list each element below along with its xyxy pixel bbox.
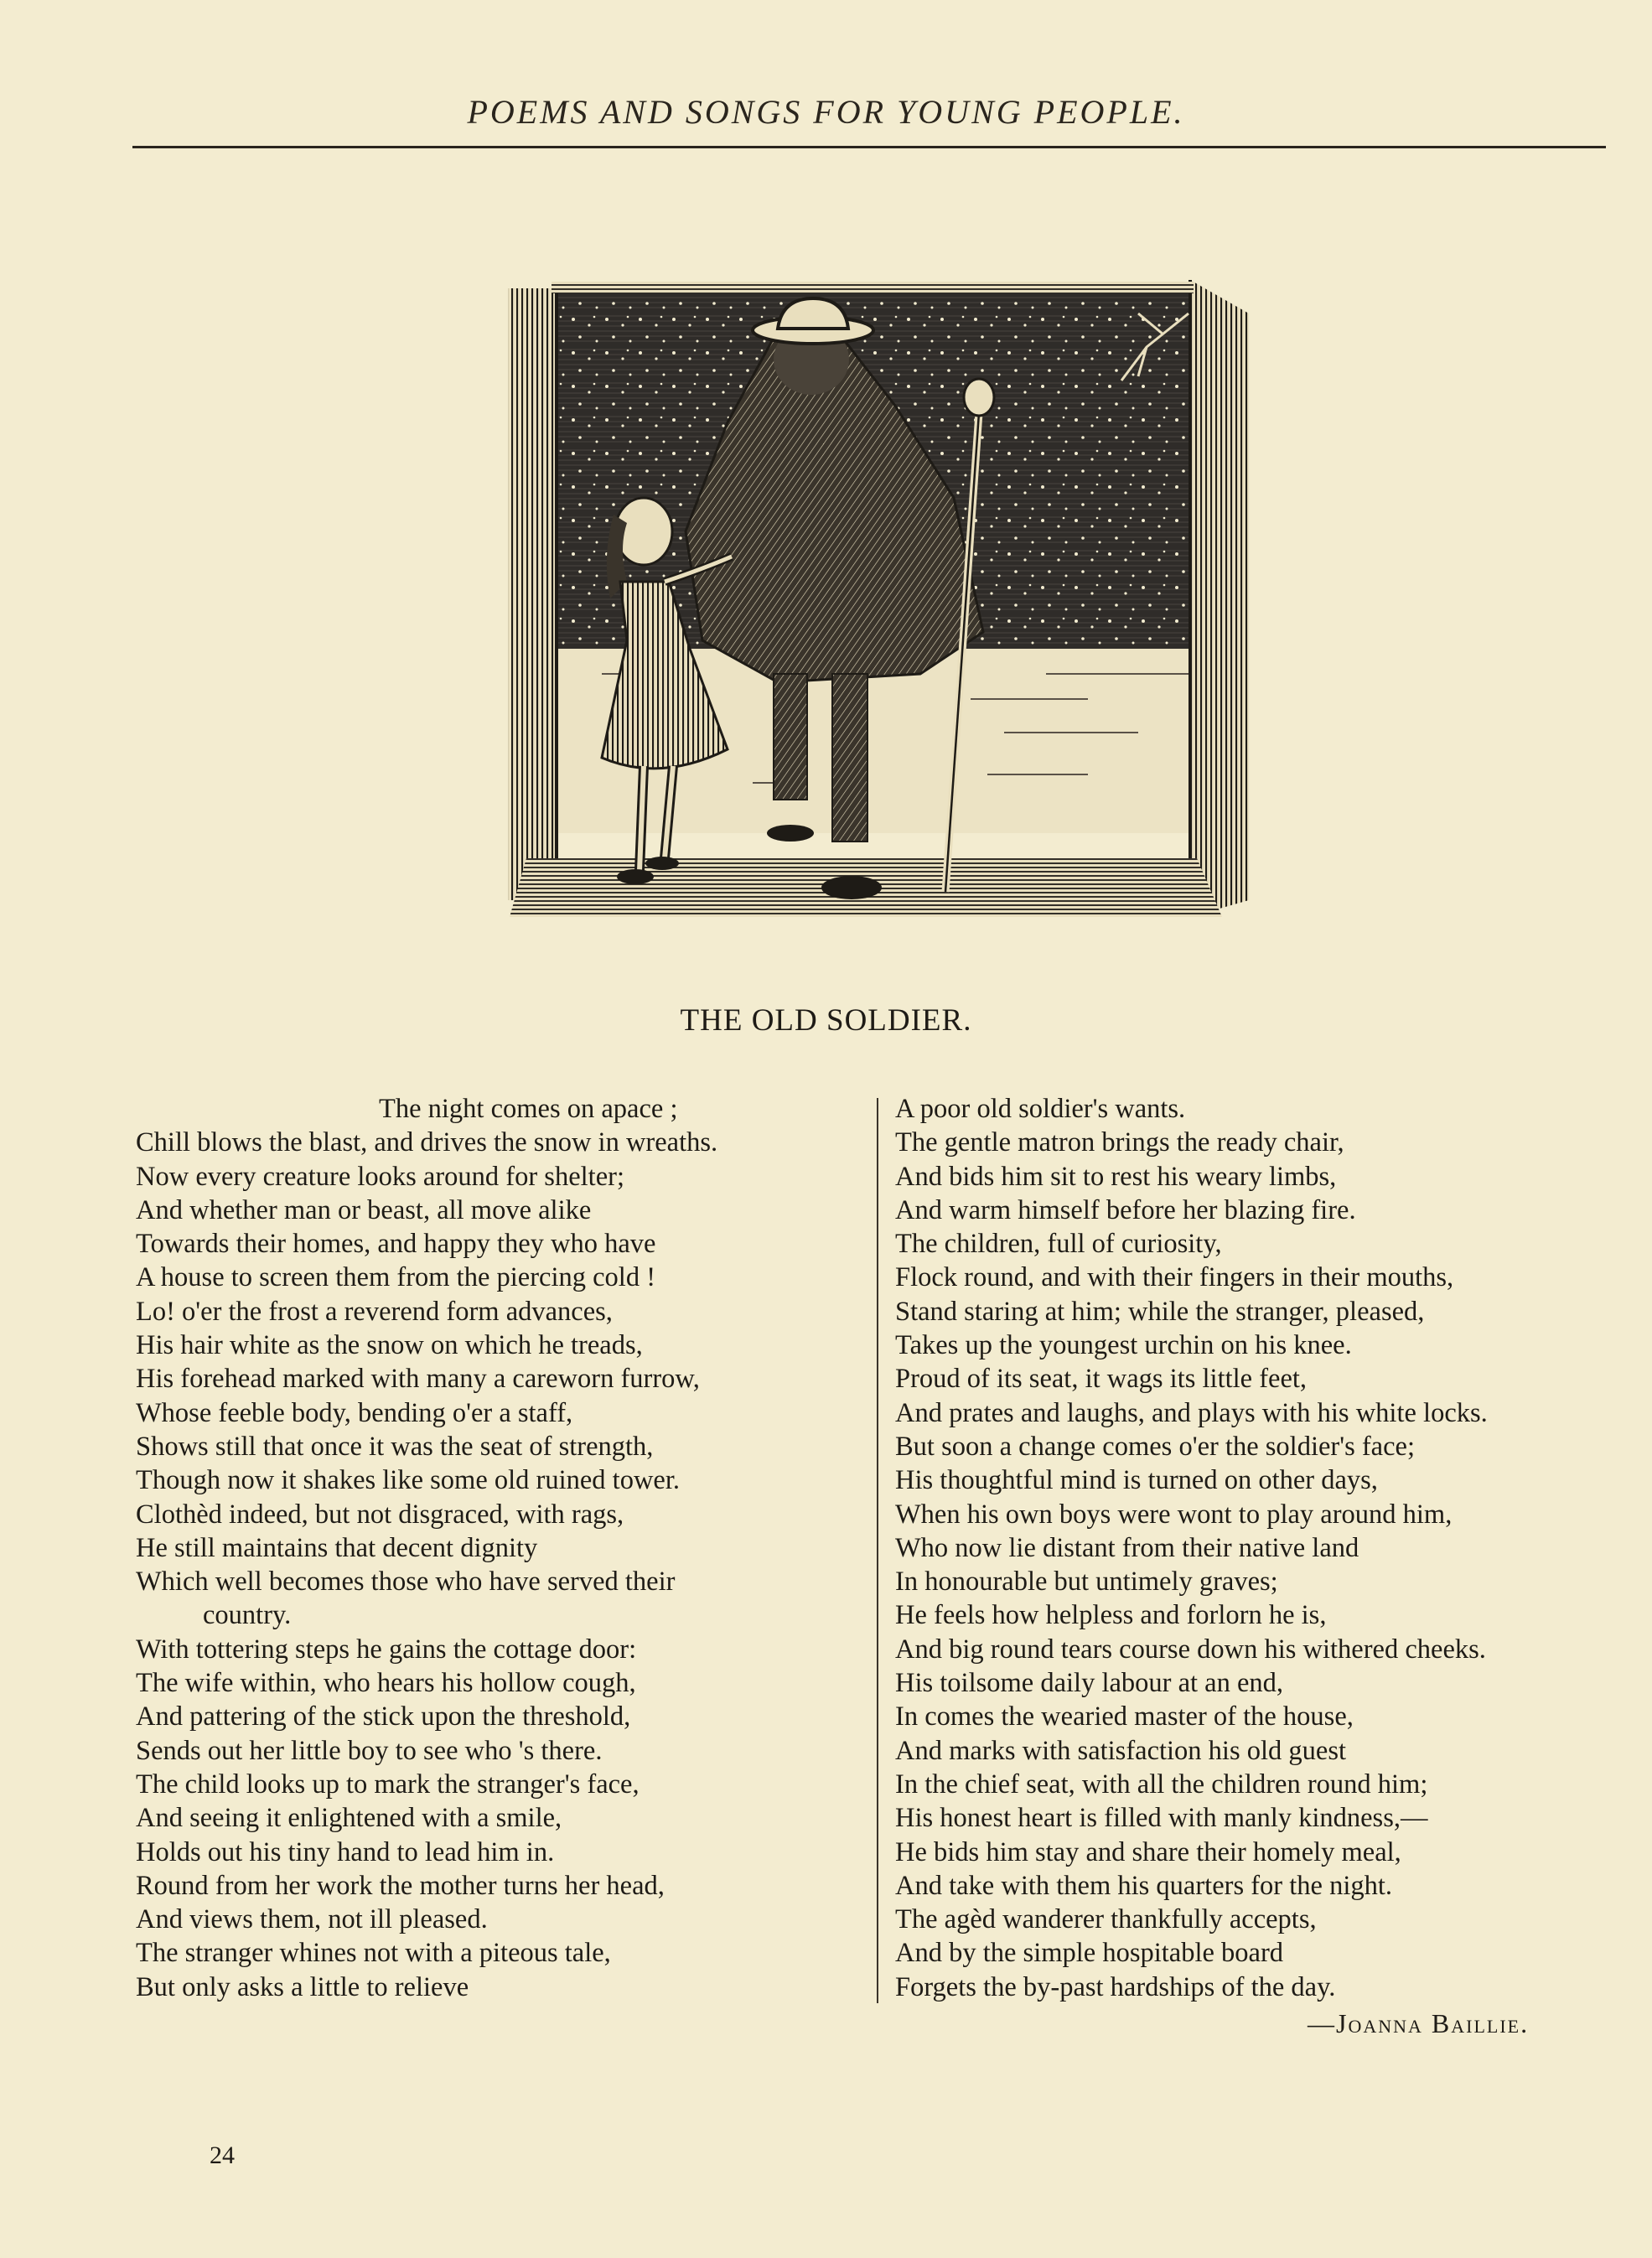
poem-line: Now every creature looks around for shelter; — [136, 1161, 624, 1192]
poem-line-turnover: country. — [203, 1600, 292, 1631]
poem-line: The agèd wanderer thankfully accepts, — [895, 1904, 1317, 1935]
column-divider — [877, 1098, 878, 2003]
poem-line: Whose feeble body, bending o'er a staff, — [136, 1397, 573, 1428]
poem-line: Forgets the by-past hardships of the day. — [895, 1971, 1336, 2002]
poem-line: The night comes on apace ; — [379, 1094, 678, 1124]
poem-line: And take with them his quarters for the night. — [895, 1870, 1392, 1901]
poem-line: In the chief seat, with all the children round him; — [895, 1769, 1428, 1800]
poem-line: And by the simple hospitable board — [895, 1938, 1284, 1969]
poem-line: And big round tears course down his withered cheeks. — [895, 1634, 1486, 1665]
header-rule — [132, 146, 1606, 148]
poem-line: And marks with satisfaction his old guest — [895, 1735, 1346, 1766]
poem-line: Flock round, and with their fingers in their mouths, — [895, 1262, 1454, 1293]
poem-line: Though now it shakes like some old ruined tower. — [136, 1465, 681, 1496]
poem-line: Takes up the youngest urchin on his knee. — [895, 1330, 1352, 1361]
poem-line: In honourable but untimely graves; — [895, 1567, 1278, 1598]
poem-line: The children, full of curiosity, — [895, 1229, 1222, 1260]
poem-line: His honest heart is filled with manly kindness,— — [895, 1803, 1428, 1834]
poem-line: And views them, not ill pleased. — [136, 1904, 488, 1935]
poem-line: His toilsome daily labour at an end, — [895, 1668, 1284, 1699]
poem-line: When his own boys were wont to play around him, — [895, 1499, 1453, 1530]
poem-line: The stranger whines not with a piteous tale, — [136, 1938, 611, 1969]
poem-title: THE OLD SOLDIER. — [680, 1003, 972, 1038]
poem-line: His thoughtful mind is turned on other days, — [895, 1465, 1378, 1496]
poem-line: But only asks a little to relieve — [136, 1971, 469, 2002]
poem-line: And warm himself before her blazing fire. — [895, 1194, 1356, 1225]
poem-line: He bids him stay and share their homely meal, — [895, 1836, 1401, 1867]
poem-line: A poor old soldier's wants. — [895, 1094, 1186, 1124]
poem-line: And seeing it enlightened with a smile, — [136, 1803, 562, 1834]
poem-line: His forehead marked with many a careworn furrow, — [136, 1364, 700, 1395]
poem-line: Chill blows the blast, and drives the snow in wreaths. — [136, 1127, 718, 1158]
poem-line: He still maintains that decent dignity — [136, 1532, 538, 1563]
poem-line: In comes the wearied master of the house, — [895, 1701, 1354, 1732]
poem-line: And pattering of the stick upon the threshold, — [136, 1701, 631, 1732]
poem-line: Lo! o'er the frost a reverend form advances, — [136, 1296, 613, 1327]
poem-line: And bids him sit to rest his weary limbs, — [895, 1161, 1337, 1192]
poem-line: Which well becomes those who have served their — [136, 1567, 676, 1598]
poem-line: Clothèd indeed, but not disgraced, with rags, — [136, 1499, 624, 1530]
poem-column-left — [136, 1092, 857, 2004]
poem-line: He feels how helpless and forlorn he is, — [895, 1600, 1327, 1631]
engraving-old-soldier-child-doorway-icon — [501, 280, 1249, 917]
poem-line: The child looks up to mark the stranger's face, — [136, 1769, 640, 1800]
poem-line: The gentle matron brings the ready chair, — [895, 1127, 1344, 1158]
poem-line: Stand staring at him; while the stranger, pleased, — [895, 1296, 1425, 1327]
poem-line: Shows still that once it was the seat of strength, — [136, 1431, 654, 1462]
poem-line: Towards their homes, and happy they who have — [136, 1229, 656, 1260]
page-number: 24 — [210, 2141, 235, 2169]
poem-line: Proud of its seat, it wags its little feet, — [895, 1364, 1308, 1395]
poem-line: His hair white as the snow on which he treads, — [136, 1330, 643, 1361]
poem-line: And whether man or beast, all move alike — [136, 1194, 592, 1225]
poem-line: Round from her work the mother turns her head, — [136, 1870, 665, 1901]
poem-column-right — [895, 1092, 1616, 2004]
poem-line: But soon a change comes o'er the soldier's face; — [895, 1431, 1415, 1462]
poem-attribution: —Joanna Baillie. — [1308, 2008, 1530, 2038]
poem-line: Who now lie distant from their native land — [895, 1532, 1359, 1563]
poem-line: A house to screen them from the piercing cold ! — [136, 1262, 656, 1293]
poem-line: Sends out her little boy to see who 's there. — [136, 1735, 603, 1766]
poem-line: Holds out his tiny hand to lead him in. — [136, 1836, 555, 1867]
poem-line: With tottering steps he gains the cottage door: — [136, 1634, 637, 1665]
poem-line: The wife within, who hears his hollow cough, — [136, 1668, 636, 1699]
poem-line: And prates and laughs, and plays with his white locks. — [895, 1397, 1488, 1428]
running-title: POEMS AND SONGS FOR YOUNG PEOPLE. — [467, 93, 1185, 131]
